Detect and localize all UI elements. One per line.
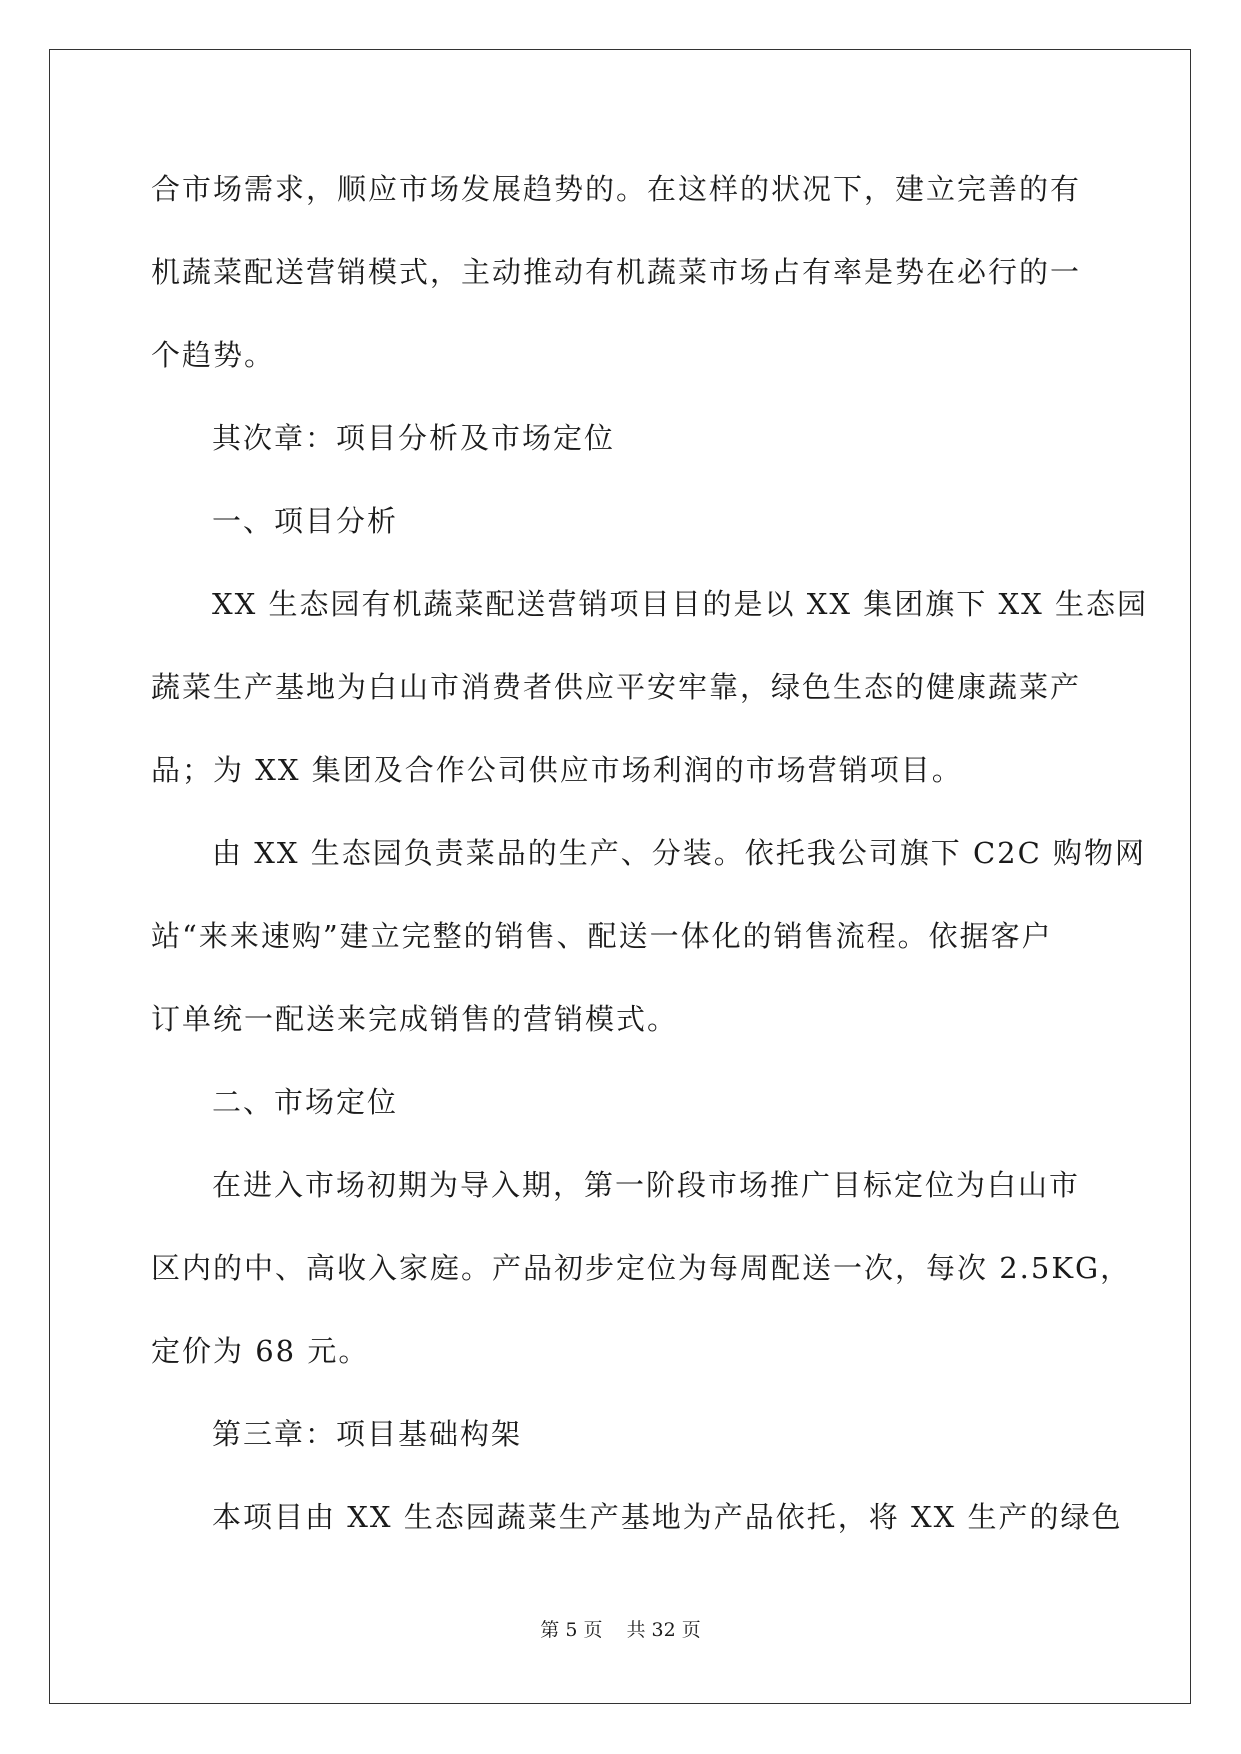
text-line: 个趋势。: [151, 338, 276, 372]
text-line: 定价为 68 元。: [151, 1334, 370, 1368]
document-body: [151, 160, 1148, 1571]
text-line: 合市场需求，顺应市场发展趋势的。在这样的状况下，建立完善的有: [151, 172, 1082, 206]
text-line: XX 生态园有机蔬菜配送营销项目目的是以 XX 集团旗下 XX 生态园: [212, 587, 1148, 621]
chapter-heading: 其次章：项目分析及市场定位: [212, 421, 616, 455]
page-footer: [0, 1615, 1241, 1642]
text-line: 机蔬菜配送营销模式，主动推动有机蔬菜市场占有率是势在必行的一: [151, 255, 1082, 289]
section-heading: 二、市场定位: [212, 1085, 399, 1119]
text-line: 蔬菜生产基地为白山市消费者供应平安牢靠，绿色生态的健康蔬菜产: [151, 670, 1082, 704]
total-pages: 共 32 页: [626, 1619, 701, 1641]
text-line: 由 XX 生态园负责菜品的生产、分装。依托我公司旗下 C2C 购物网: [212, 836, 1146, 870]
chapter-heading: 第三章：项目基础构架: [212, 1417, 523, 1451]
text-line: 本项目由 XX 生态园蔬菜生产基地为产品依托，将 XX 生产的绿色: [212, 1500, 1123, 1534]
section-heading: 一、项目分析: [212, 504, 399, 538]
text-line: 订单统一配送来完成销售的营销模式。: [151, 1002, 679, 1036]
text-line: 站“来来速购”建立完整的销售、配送一体化的销售流程。依据客户: [151, 919, 1053, 953]
text-line: 品；为 XX 集团及合作公司供应市场利润的市场营销项目。: [151, 753, 963, 787]
current-page-number: 第 5 页: [540, 1619, 603, 1641]
text-line: 在进入市场初期为导入期，第一阶段市场推广目标定位为白山市: [212, 1168, 1081, 1202]
text-line: 区内的中、高收入家庭。产品初步定位为每周配送一次，每次 2.5KG，: [151, 1251, 1132, 1285]
